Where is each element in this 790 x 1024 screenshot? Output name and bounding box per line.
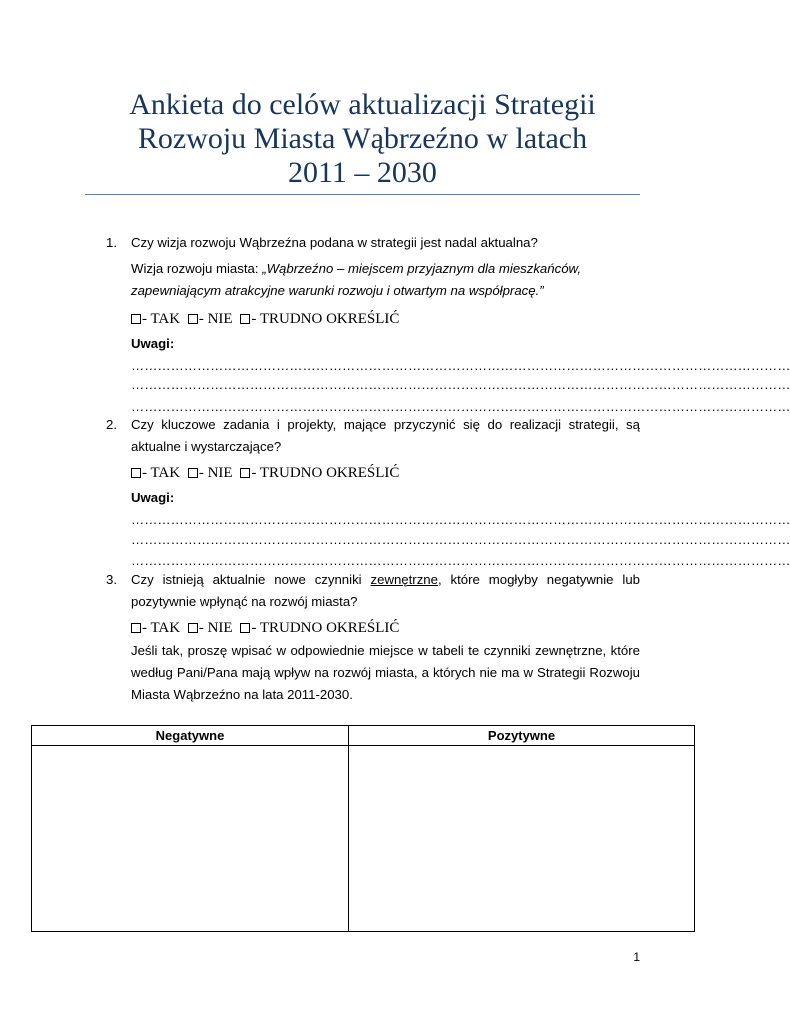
q1-yes-checkbox[interactable] [131,314,141,324]
positive-factors-cell[interactable] [349,746,695,932]
vision-prefix: Wizja rozwoju miasta: [131,261,263,276]
q2-remarks-label: Uwagi: [131,490,175,505]
q3-no-label: - NIE [198,620,233,636]
q2-yes-label: - TAK [142,465,181,481]
vision-statement [131,258,640,302]
question-3-options [131,618,403,638]
title-line-1: Ankieta do celów aktualizacji Strategii [129,88,596,121]
question-1-text: Czy wizja rozwoju Wąbrzeźna podana w strategii jest nadal aktualna? [131,235,538,250]
question-3-text [131,569,640,613]
title-line-2: Rozwoju Miasta Wąbrzeźno w latach [137,122,588,155]
title-divider [85,194,640,195]
question-3-number: 3. [106,572,117,587]
question-3 [106,569,640,613]
q1-remarks-line-1[interactable]: …………………………………………………………………………………………………………………………………… [131,358,790,373]
question-3-instruction: Jeśli tak, proszę wpisać w odpowiednie miejsce w tabeli te czynniki zewnętrzne, które według Pani/Pana mają wpływ na rozwój miasta, a których nie ma w Strategii Rozwoju Miasta Wąbrzeźno na lata 2011-2030. [131,643,640,702]
vision-text: „Wąbrzeźno – miejscem przyjaznym dla mieszkańców, zapewniającym atrakcyjne warunki rozwoju i otwartym na współpracę.” [131,261,581,298]
question-2-text: Czy kluczowe zadania i projekty, mające przyczynić się do realizacji strategii, są aktualne i wystarczające? [131,417,640,454]
question-3-text-b: , które mogłyby negatywnie lub pozytywnie wpłynąć na rozwój miasta? [131,572,640,609]
column-header-positive: Pozytywne [349,726,695,746]
factors-table-row [32,746,695,932]
q3-yes-checkbox[interactable] [131,623,141,633]
negative-factors-cell[interactable] [32,746,349,932]
q3-hard-checkbox[interactable] [240,623,250,633]
document-title [85,88,640,190]
q2-hard-label: - TRUDNO OKREŚLIĆ [251,465,400,481]
q1-remarks-line-2[interactable]: …………………………………………………………………………………………………………………………………… [131,377,790,392]
q2-yes-checkbox[interactable] [131,468,141,478]
q1-no-label: - NIE [198,311,233,327]
q1-hard-checkbox[interactable] [240,314,250,324]
q2-no-label: - NIE [198,465,233,481]
q1-remarks-label: Uwagi: [131,336,175,351]
title-line-3: 2011 – 2030 [288,156,437,189]
question-1 [106,232,640,254]
factors-table-header [32,726,695,746]
question-2-options [131,463,403,483]
question-3-underlined: zewnętrzne [370,572,438,587]
question-1-number: 1. [106,235,117,250]
q1-yes-label: - TAK [142,311,181,327]
page-number: 1 [633,950,640,964]
q1-hard-label: - TRUDNO OKREŚLIĆ [251,311,400,327]
q2-remarks-line-2[interactable]: …………………………………………………………………………………………………………………………………… [131,532,790,547]
q2-remarks-line-3[interactable]: …………………………………………………………………………………………………………………………………… [131,553,790,568]
factors-table [31,725,695,932]
question-3-text-a: Czy istnieją aktualnie nowe czynniki [131,572,371,587]
question-2 [106,414,640,458]
q1-no-checkbox[interactable] [188,314,198,324]
column-header-negative: Negatywne [32,726,349,746]
q3-hard-label: - TRUDNO OKREŚLIĆ [251,620,400,636]
q3-yes-label: - TAK [142,620,181,636]
question-2-number: 2. [106,417,117,432]
q2-remarks-line-1[interactable]: …………………………………………………………………………………………………………………………………… [131,512,790,527]
q2-hard-checkbox[interactable] [240,468,250,478]
question-1-options [131,309,403,329]
q2-no-checkbox[interactable] [188,468,198,478]
q1-remarks-line-3[interactable]: …………………………………………………………………………………………………………………………………… [131,399,790,414]
q3-no-checkbox[interactable] [188,623,198,633]
